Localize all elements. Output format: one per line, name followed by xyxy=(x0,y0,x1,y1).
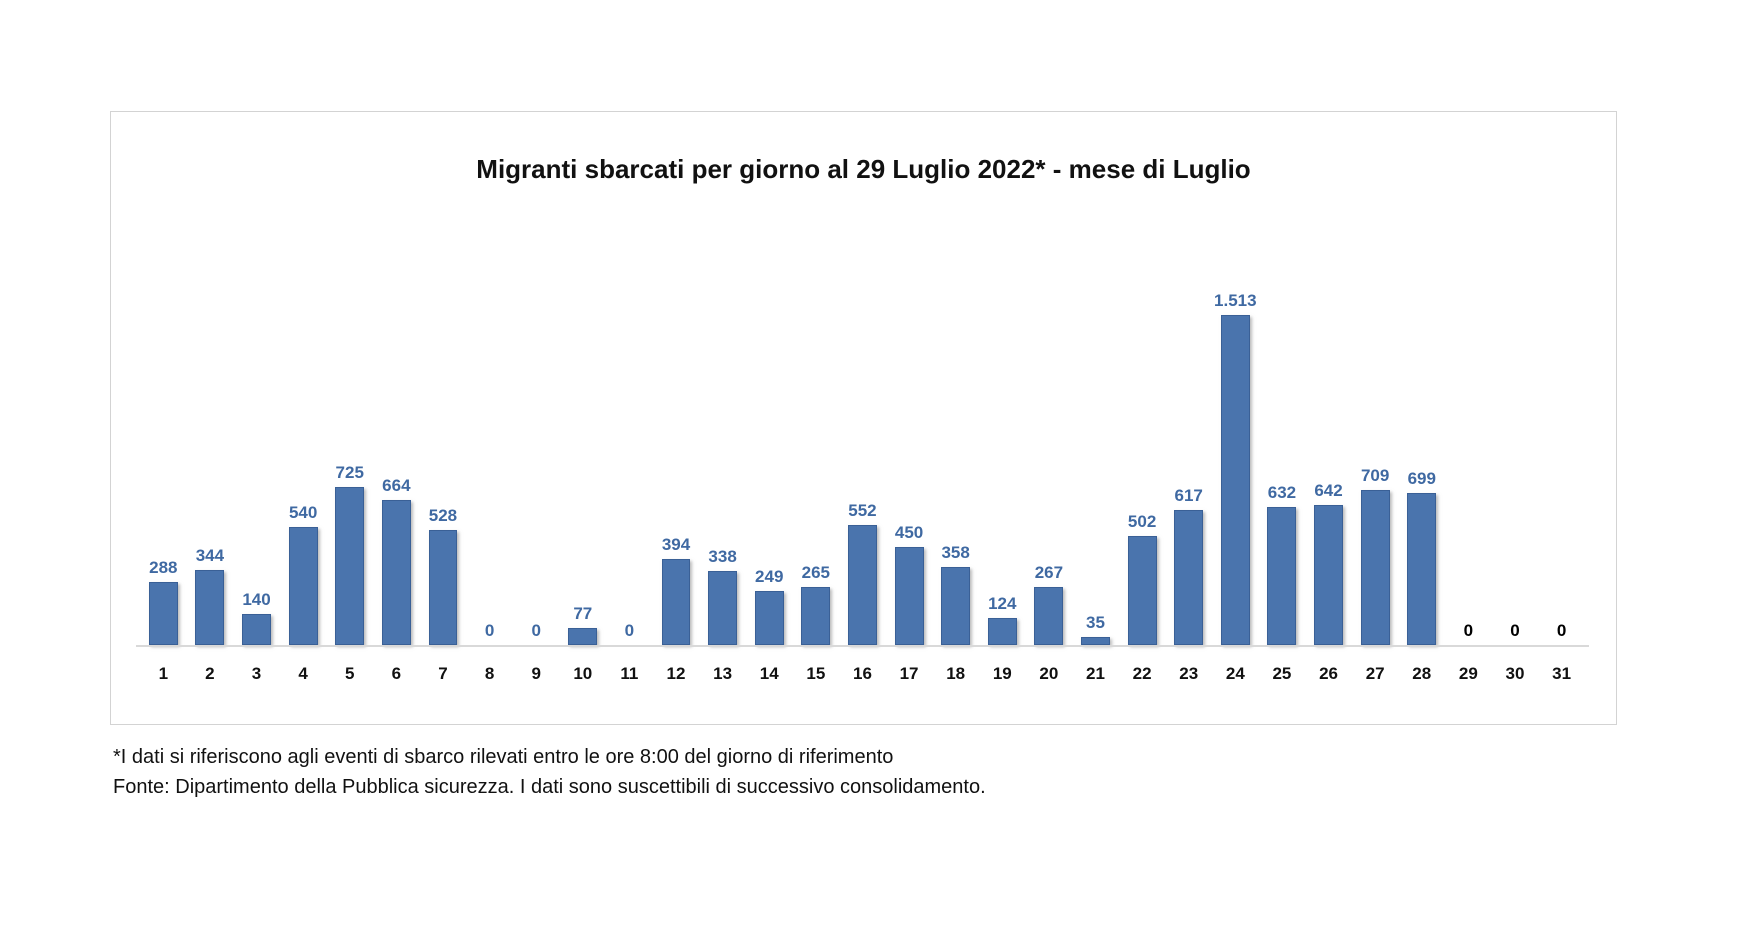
bar xyxy=(801,587,830,645)
bar-column xyxy=(746,567,793,645)
bar-column xyxy=(1445,621,1492,645)
x-tick-label: 30 xyxy=(1505,664,1525,683)
bar-value-label: 642 xyxy=(1314,481,1343,500)
bar-column xyxy=(187,546,234,645)
bar-value-label: 0 xyxy=(1510,621,1520,640)
bar-value-label: 249 xyxy=(755,567,784,586)
x-tick-label: 25 xyxy=(1272,664,1292,683)
bar-value-label: 394 xyxy=(661,535,691,554)
x-tick-label: 9 xyxy=(531,664,541,683)
bar-column xyxy=(653,535,700,645)
bar-column xyxy=(140,558,187,645)
bar xyxy=(895,547,924,645)
bar-column xyxy=(1165,486,1212,645)
x-tick-label: 13 xyxy=(713,664,733,683)
bar-column xyxy=(1492,621,1539,645)
bar-value-label: 664 xyxy=(382,476,411,495)
bar xyxy=(988,618,1017,645)
bar-value-label: 709 xyxy=(1360,466,1390,485)
bar xyxy=(1128,536,1157,645)
bar xyxy=(382,500,411,645)
x-tick-label: 1 xyxy=(158,664,169,683)
bar-value-label: 632 xyxy=(1267,483,1297,502)
bar xyxy=(1361,490,1390,645)
x-tick-label: 29 xyxy=(1458,664,1478,683)
bar xyxy=(242,614,271,645)
footnote-line-1: *I dati si riferiscono agli eventi di sbarco rilevati entro le ore 8:00 del giorno di riferimento xyxy=(113,746,894,768)
bar xyxy=(755,591,784,645)
x-tick-label: 5 xyxy=(345,664,355,683)
bar xyxy=(289,527,318,645)
bar xyxy=(1081,637,1110,645)
bar-column xyxy=(886,523,933,645)
x-tick-label: 11 xyxy=(620,664,639,683)
bar xyxy=(941,567,970,645)
bar-column xyxy=(466,621,513,645)
bar xyxy=(1267,507,1296,645)
x-tick-label: 15 xyxy=(806,664,826,683)
bar-column xyxy=(793,563,840,645)
bar-value-label: 344 xyxy=(195,546,225,565)
x-tick-label: 19 xyxy=(992,664,1012,683)
x-tick-label: 27 xyxy=(1365,664,1385,683)
x-tick-label: 28 xyxy=(1412,664,1432,683)
bar xyxy=(708,571,737,645)
x-tick-label: 22 xyxy=(1132,664,1152,683)
bar-column xyxy=(280,503,327,645)
bar-column xyxy=(606,621,653,645)
bar-value-label: 617 xyxy=(1174,486,1203,505)
bar-column xyxy=(1119,512,1166,645)
x-tick-label: 18 xyxy=(946,664,966,683)
bar-column xyxy=(373,476,420,645)
x-tick-label: 21 xyxy=(1086,664,1105,683)
bar xyxy=(429,530,458,645)
bar-value-label: 265 xyxy=(801,563,831,582)
bar-value-label: 0 xyxy=(1556,621,1567,640)
bar-column xyxy=(1026,563,1073,645)
x-tick-label: 17 xyxy=(899,664,919,683)
bar-value-label: 540 xyxy=(288,503,318,522)
bar-value-label: 140 xyxy=(242,590,271,609)
bar-value-label: 124 xyxy=(988,594,1017,613)
x-tick-label: 20 xyxy=(1039,664,1059,683)
bar xyxy=(1407,493,1436,645)
bar-value-label: 338 xyxy=(708,547,737,566)
bars-row xyxy=(140,227,1585,645)
x-tick-label: 6 xyxy=(391,664,402,683)
x-tick-label: 7 xyxy=(438,664,448,683)
bar xyxy=(1174,510,1203,645)
x-tick-label: 31 xyxy=(1552,664,1572,683)
bar-column xyxy=(559,604,606,645)
bar-value-label: 0 xyxy=(531,621,541,640)
bar xyxy=(149,582,178,645)
bar xyxy=(848,525,877,645)
x-axis-line xyxy=(136,645,1589,647)
bar-column xyxy=(420,506,467,645)
bar-column xyxy=(1538,621,1585,645)
bar-value-label: 0 xyxy=(624,621,635,640)
bar-column xyxy=(1072,613,1119,645)
bar-value-label: 528 xyxy=(428,506,458,525)
x-tick-label: 23 xyxy=(1179,664,1199,683)
bar-column xyxy=(932,543,979,645)
bar-value-label: 288 xyxy=(149,558,178,577)
bar-value-label: 358 xyxy=(941,543,970,562)
bar-column xyxy=(1259,483,1306,645)
x-tick-label: 26 xyxy=(1319,664,1338,683)
x-tick-label: 3 xyxy=(251,664,262,683)
bar-column xyxy=(1305,481,1352,645)
bar-column xyxy=(1212,291,1259,645)
bar-value-label: 450 xyxy=(894,523,924,542)
footnote-line-2: Fonte: Dipartimento della Pubblica sicurezza. I dati sono suscettibili di successivo consolidamento. xyxy=(113,776,986,798)
bar-value-label: 725 xyxy=(335,463,364,482)
bar-column xyxy=(699,547,746,645)
x-tick-label: 12 xyxy=(666,664,686,683)
bar-value-label: 0 xyxy=(484,621,495,640)
chart-title: Migranti sbarcati per giorno al 29 Luglio 2022* - mese di Luglio xyxy=(476,154,1251,184)
bar-value-label: 77 xyxy=(573,604,593,623)
bar xyxy=(662,559,691,645)
bar-value-label: 699 xyxy=(1407,469,1436,488)
bar-column xyxy=(839,501,886,645)
x-tick-label: 4 xyxy=(298,664,308,683)
x-tick-label: 16 xyxy=(852,664,872,683)
bar-value-label: 502 xyxy=(1127,512,1157,531)
bar xyxy=(1314,505,1343,645)
x-tick-label: 8 xyxy=(484,664,495,683)
bar-column xyxy=(979,594,1026,645)
bar-value-label: 267 xyxy=(1034,563,1064,582)
bar xyxy=(1221,315,1250,645)
x-tick-label: 2 xyxy=(205,664,215,683)
plot-area xyxy=(140,227,1585,647)
bar xyxy=(335,487,364,645)
bar-column xyxy=(326,463,373,645)
chart-frame xyxy=(110,111,1617,725)
bar-value-label: 552 xyxy=(848,501,877,520)
bar xyxy=(1034,587,1063,645)
bar-column xyxy=(233,590,280,645)
bar xyxy=(195,570,224,645)
x-tick-label: 14 xyxy=(759,664,779,683)
bar xyxy=(568,628,597,645)
x-tick-label: 24 xyxy=(1225,664,1245,683)
bar-value-label: 1.513 xyxy=(1214,291,1257,310)
bar-column xyxy=(1352,466,1399,645)
bar-column xyxy=(1398,469,1445,645)
bar-column xyxy=(513,621,560,645)
bar-value-label: 35 xyxy=(1086,613,1105,632)
bar-value-label: 0 xyxy=(1463,621,1474,640)
footnotes xyxy=(113,742,986,802)
x-tick-label: 10 xyxy=(573,664,593,683)
x-axis-labels xyxy=(140,664,1585,684)
